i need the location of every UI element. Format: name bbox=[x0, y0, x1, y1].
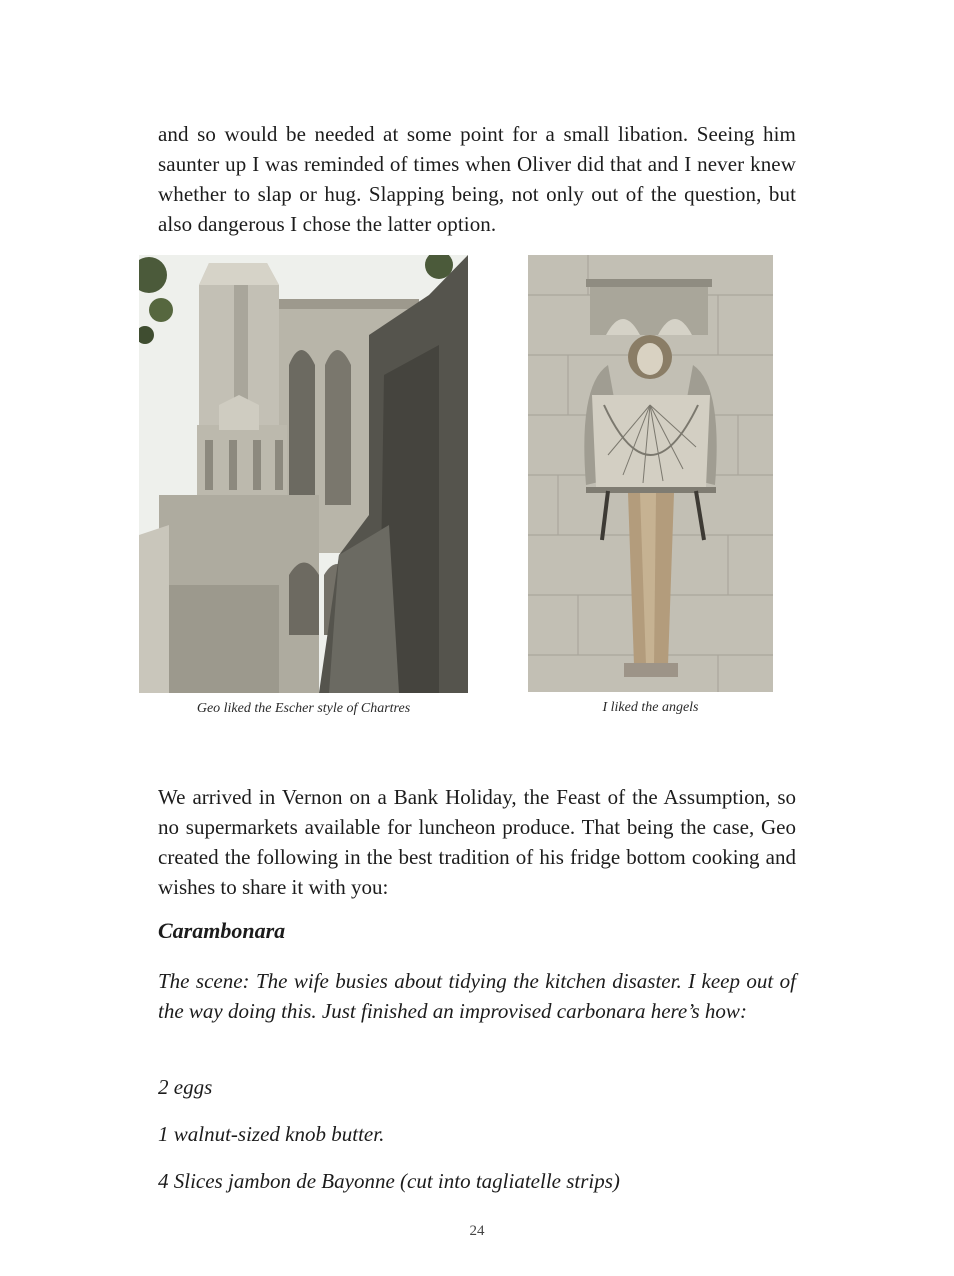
vernon-paragraph: We arrived in Vernon on a Bank Holiday, the Feast of the Assumption, so no supermarkets available for luncheon produce. That being the case, Geo created the following in the best tradition of his fridge bottom cooking and wishes to share it with you: bbox=[158, 785, 796, 899]
ingredient-item: 1 walnut-sized knob butter. bbox=[158, 1122, 385, 1146]
cathedral-tower-photo bbox=[139, 255, 468, 693]
recipe-title: Carambonara bbox=[158, 918, 286, 943]
cathedral-photo-caption: Geo liked the Escher style of Chartres bbox=[196, 701, 411, 716]
ingredient-item: 4 Slices jambon de Bayonne (cut into tagliatelle strips) bbox=[158, 1169, 620, 1193]
angel-sundial-photo bbox=[528, 255, 773, 692]
ingredient-item: 2 eggs bbox=[158, 1075, 213, 1099]
angel-photo-caption: I liked the angels bbox=[602, 700, 699, 715]
opening-paragraph: and so would be needed at some point for a small libation. Seeing him saunter up I was reminded of times when Oliver did that and I never knew whether to slap or hug. Slapping being, not only out of the question, but also dangerous I chose the latter option. bbox=[158, 122, 796, 236]
recipe-scene: The scene: The wife busies about tidying the kitchen disaster. I keep out of the way doing this. Just finished an improvised carbonara here’s how: bbox=[158, 969, 796, 1023]
page-number: 24 bbox=[469, 1223, 485, 1239]
